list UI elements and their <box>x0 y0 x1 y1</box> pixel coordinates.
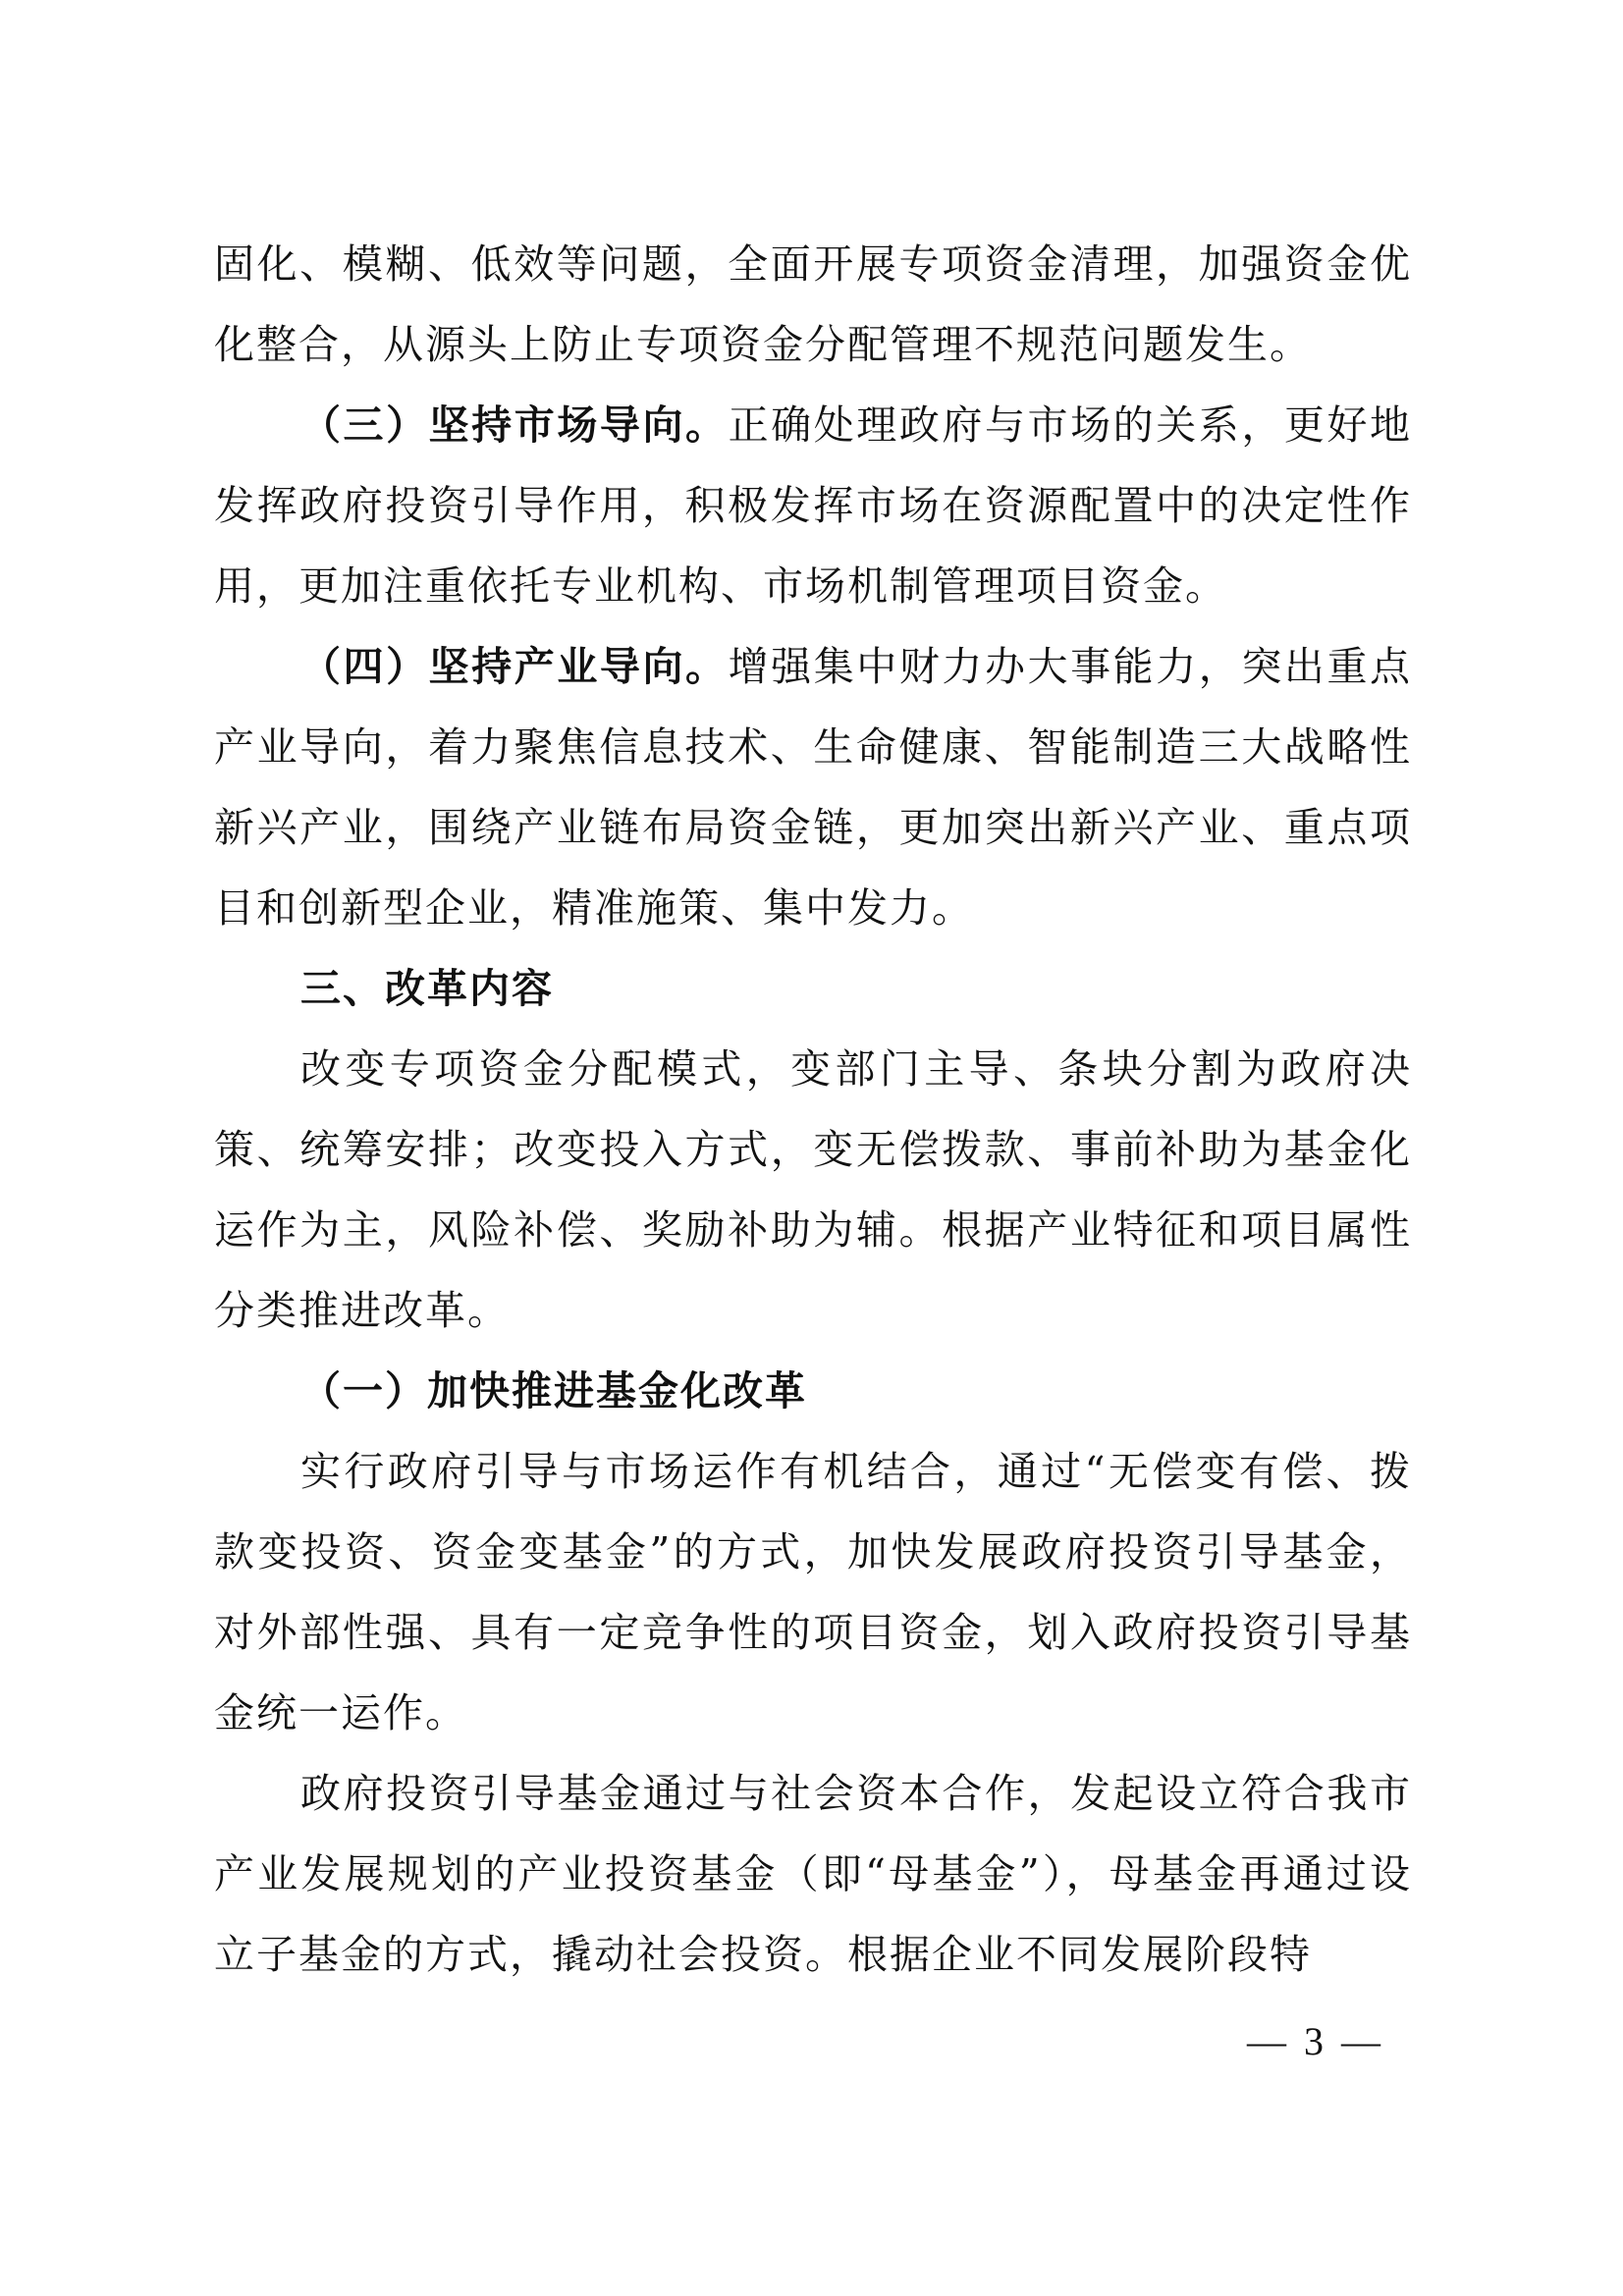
subsection-heading-fund-reform: （一）加快推进基金化改革 <box>300 1367 807 1415</box>
paragraph-reform-overview: 改变专项资金分配模式，变部门主导、条块分割为政府决策、统筹安排；改变投入方式，变无偿拨款、事前补助为基金化运作为主，风险补偿、奖励补助为辅。根据产业特征和项目属性分类推进改革。 <box>214 1045 1412 1334</box>
industry-orientation-heading: （四）坚持产业导向。 <box>300 643 729 690</box>
paragraph-market-orientation <box>214 385 1412 626</box>
document-body <box>214 224 1412 1995</box>
paragraph-fund-guidance: 实行政府引导与市场运作有机结合，通过“无偿变有偿、拨款变投资、资金变基金”的方式，加快发展政府投资引导基金，对外部性强、具有一定竞争性的项目资金，划入政府投资引导基金统一运作。 <box>214 1448 1412 1736</box>
market-orientation-body: 正确处理政府与市场的关系，更好地发挥政府投资引导作用，积极发挥市场在资源配置中的决定性作用，更加注重依托专业机构、市场机制管理项目资金。 <box>214 401 1413 610</box>
page-number: — 3 — <box>1247 2019 1384 2063</box>
paragraph-industry-orientation <box>214 626 1412 948</box>
market-orientation-heading: （三）坚持市场导向。 <box>300 401 729 449</box>
paragraph-continuation: 固化、模糊、低效等问题，全面开展专项资金清理，加强资金优化整合，从源头上防止专项资金分配管理不规范问题发生。 <box>214 240 1412 368</box>
industry-orientation-body: 增强集中财力办大事能力，突出重点产业导向，着力聚焦信息技术、生命健康、智能制造三大战略性新兴产业，围绕产业链布局资金链，更加突出新兴产业、重点项目和创新型企业，精准施策、集中发力。 <box>214 643 1413 932</box>
paragraph-mother-fund: 政府投资引导基金通过与社会资本合作，发起设立符合我市产业发展规划的产业投资基金（即“母基金”），母基金再通过设立子基金的方式，撬动社会投资。根据企业不同发展阶段特 <box>214 1770 1412 1978</box>
section-heading-reform-content: 三、改革内容 <box>300 965 554 1012</box>
